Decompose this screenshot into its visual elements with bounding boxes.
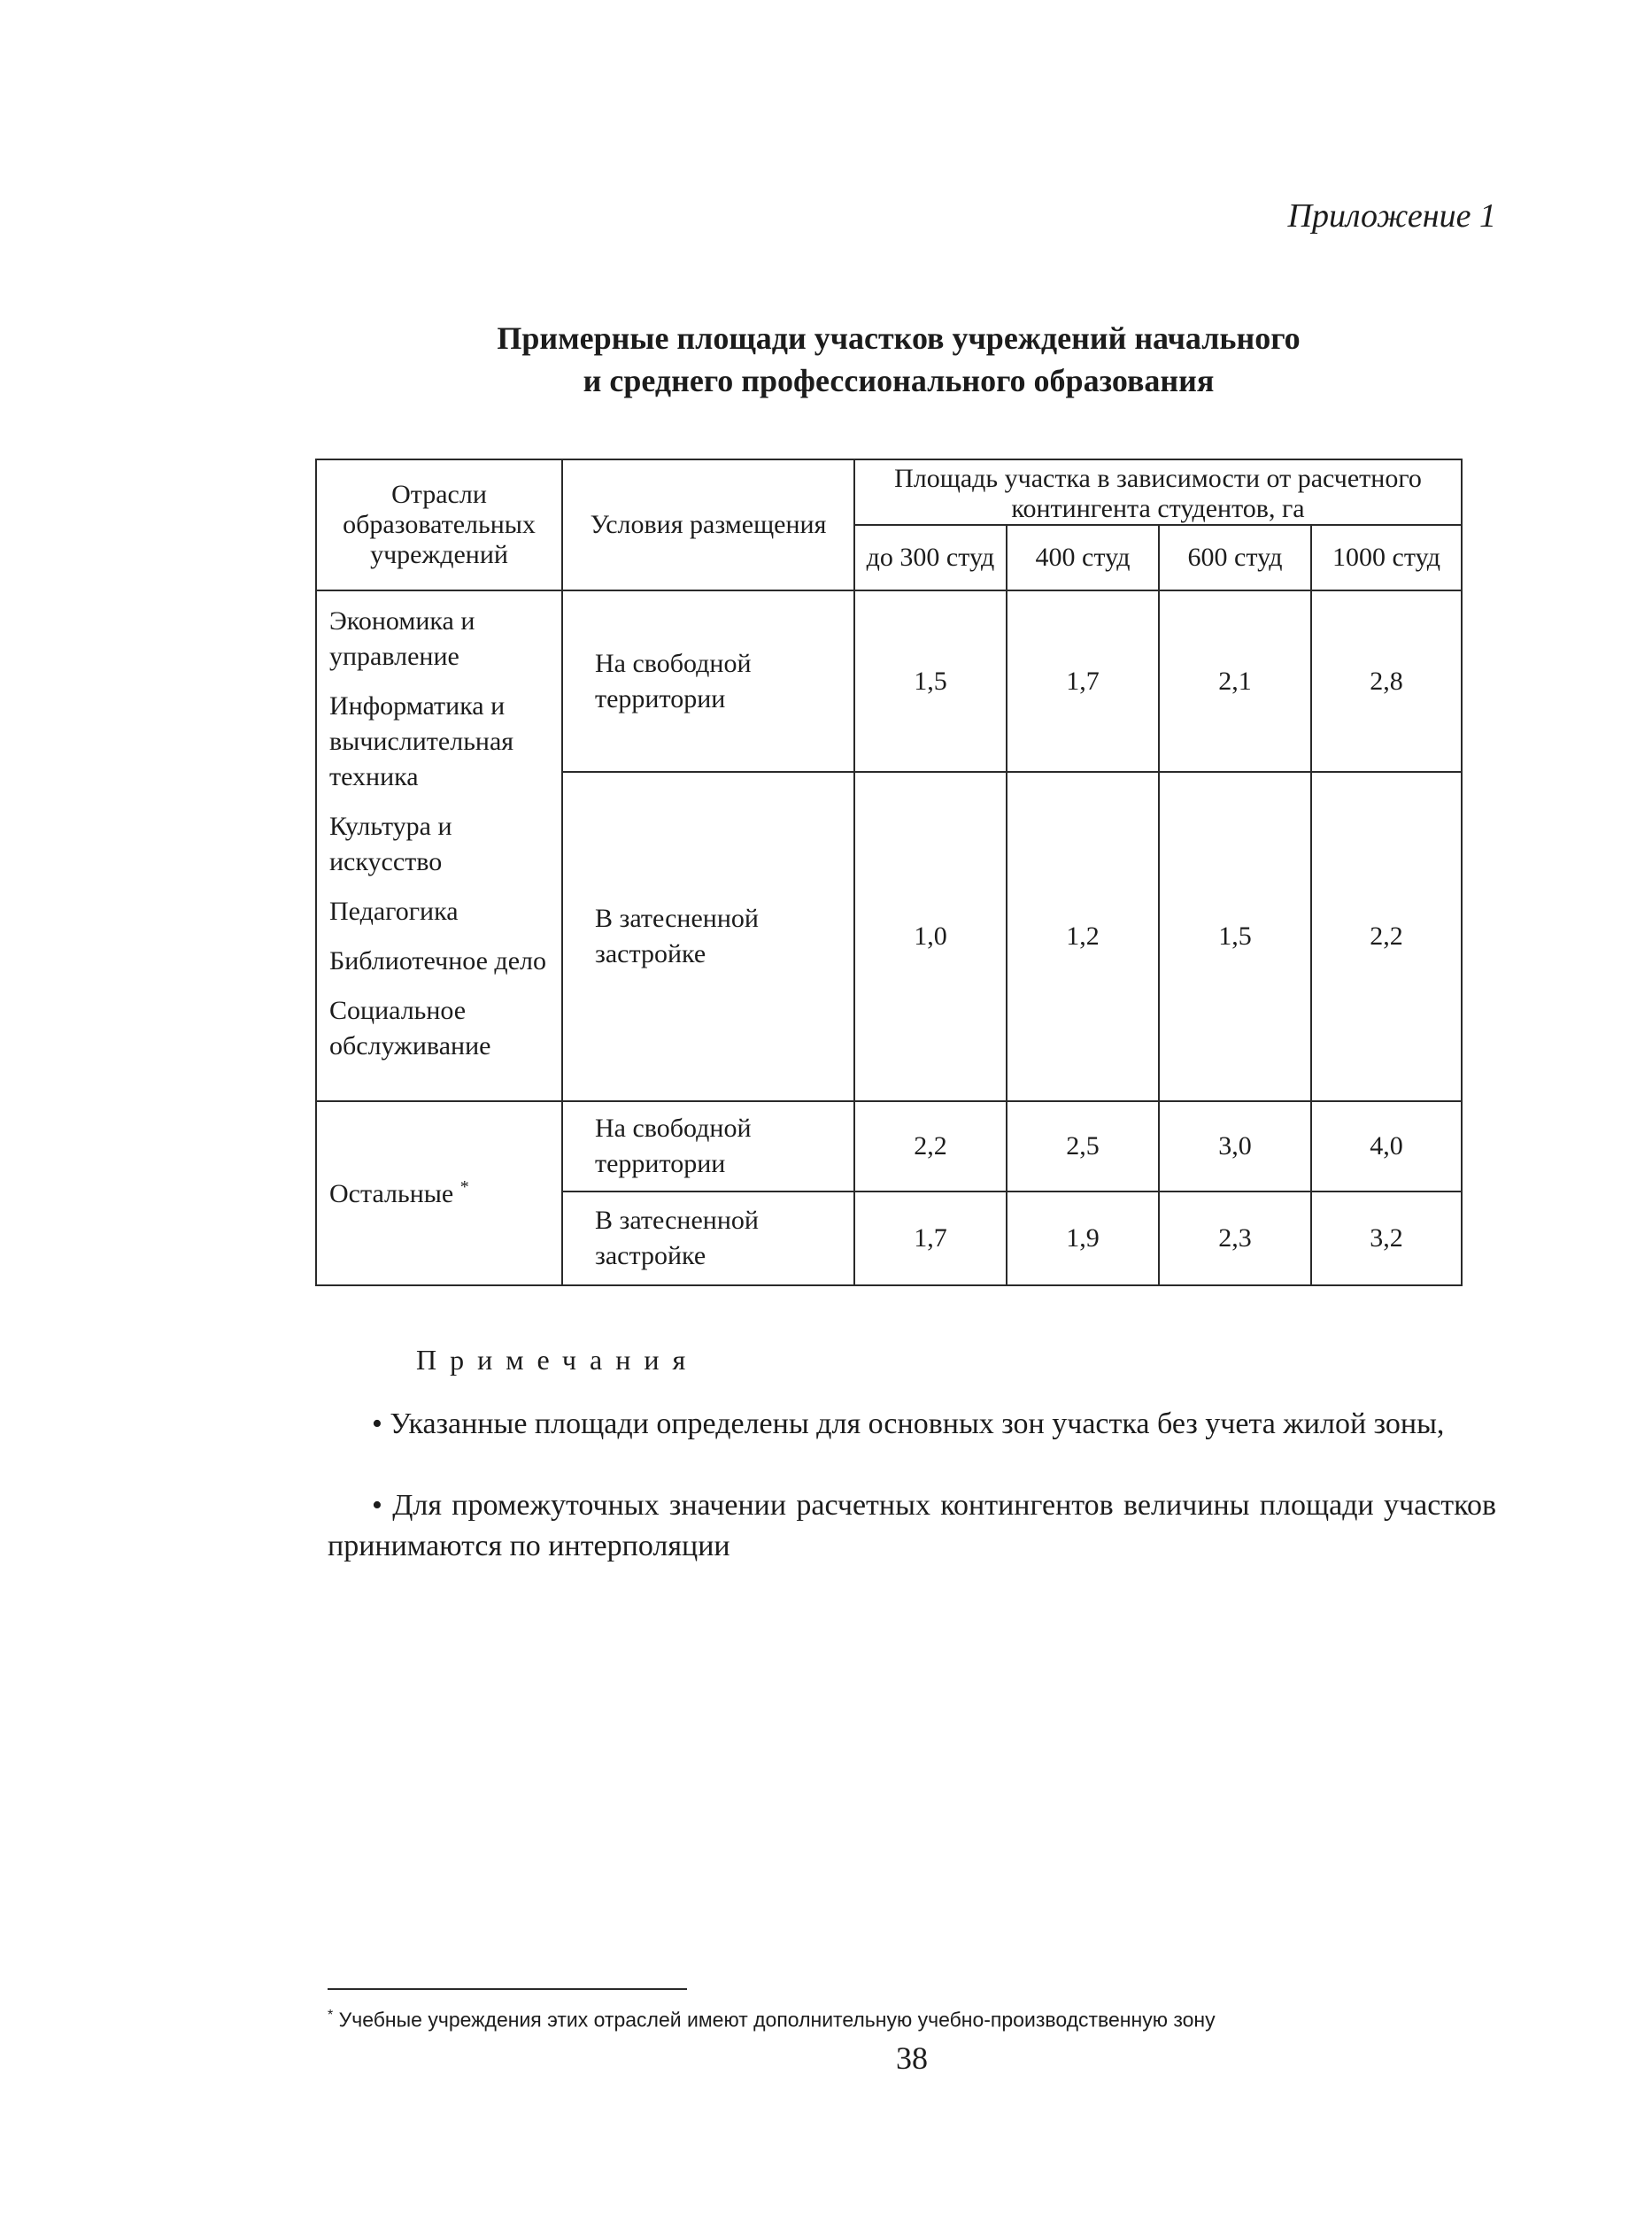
notes-heading: Примечания [416,1344,699,1376]
footnote-marker: * [328,2008,334,2023]
note-text: • Указанные площади определены для основных зон участка без учета жилой зоны, [372,1407,1445,1440]
header-conditions: Условия размещения [562,459,854,590]
condition-text: На свободной территории [595,648,752,713]
branch-item: Информатика и вычислительная техника [329,691,514,791]
value-cell: 1,9 [1007,1191,1159,1285]
header-area: Площадь участка в зависимости от расчетного контингента студентов, га [854,459,1462,525]
branch-item: Социальное обслуживание [329,996,491,1060]
page-number: 38 [896,2040,928,2076]
branch-item: Культура и искусство [329,812,452,876]
branch-other-label: Остальные [329,1179,454,1208]
header-contingent: 400 студ [1007,525,1159,590]
branch-item: Библиотечное дело [329,946,546,976]
value-cell: 1,5 [854,590,1007,772]
branch-other [316,1101,562,1285]
condition-cell [562,1191,854,1285]
value-cell: 4,0 [1311,1101,1462,1191]
title-line-1: Примерные площади участков учреждений начального [497,320,1301,356]
value-cell: 1,5 [1159,772,1311,1101]
table-row [316,1101,1462,1191]
value-cell: 2,5 [1007,1101,1159,1191]
value-cell: 1,7 [854,1191,1007,1285]
title-line-2: и среднего профессионального образования [583,363,1215,398]
value-cell: 2,2 [854,1101,1007,1191]
header-branches: Отрасли образовательных учреждений [316,459,562,590]
table-row [316,590,1462,772]
footnote-rule [328,1988,687,1990]
condition-cell [562,772,854,1101]
condition-text: В затесненной застройке [595,1206,759,1270]
value-cell: 2,8 [1311,590,1462,772]
condition-cell [562,590,854,772]
footnote [328,2008,1216,2032]
value-cell: 2,1 [1159,590,1311,772]
value-cell: 3,2 [1311,1191,1462,1285]
condition-cell [562,1101,854,1191]
document-title [398,317,1399,402]
value-cell: 2,3 [1159,1191,1311,1285]
branch-item: Педагогика [329,897,459,926]
value-cell: 1,2 [1007,772,1159,1101]
footnote-marker: * [459,1177,469,1197]
branch-list [316,590,562,1101]
note-item [328,1485,1496,1567]
condition-text: В затесненной застройке [595,904,759,968]
value-cell: 1,7 [1007,590,1159,772]
condition-text: На свободной территории [595,1114,752,1178]
header-contingent: до 300 студ [854,525,1007,590]
appendix-label: Приложение 1 [1287,197,1496,235]
footnote-text: Учебные учреждения этих отраслей имеют дополнительную учебно-производственную зону [338,2008,1216,2032]
branch-item: Экономика и управление [329,606,475,671]
value-cell: 2,2 [1311,772,1462,1101]
header-contingent: 600 студ [1159,525,1311,590]
note-item [328,1404,1496,1445]
plot-area-table [315,459,1463,1286]
header-contingent: 1000 студ [1311,525,1462,590]
note-text: • Для промежуточных значении расчетных контингентов величины площади участков принимаются по интерполяции [328,1489,1496,1562]
value-cell: 1,0 [854,772,1007,1101]
value-cell: 3,0 [1159,1101,1311,1191]
